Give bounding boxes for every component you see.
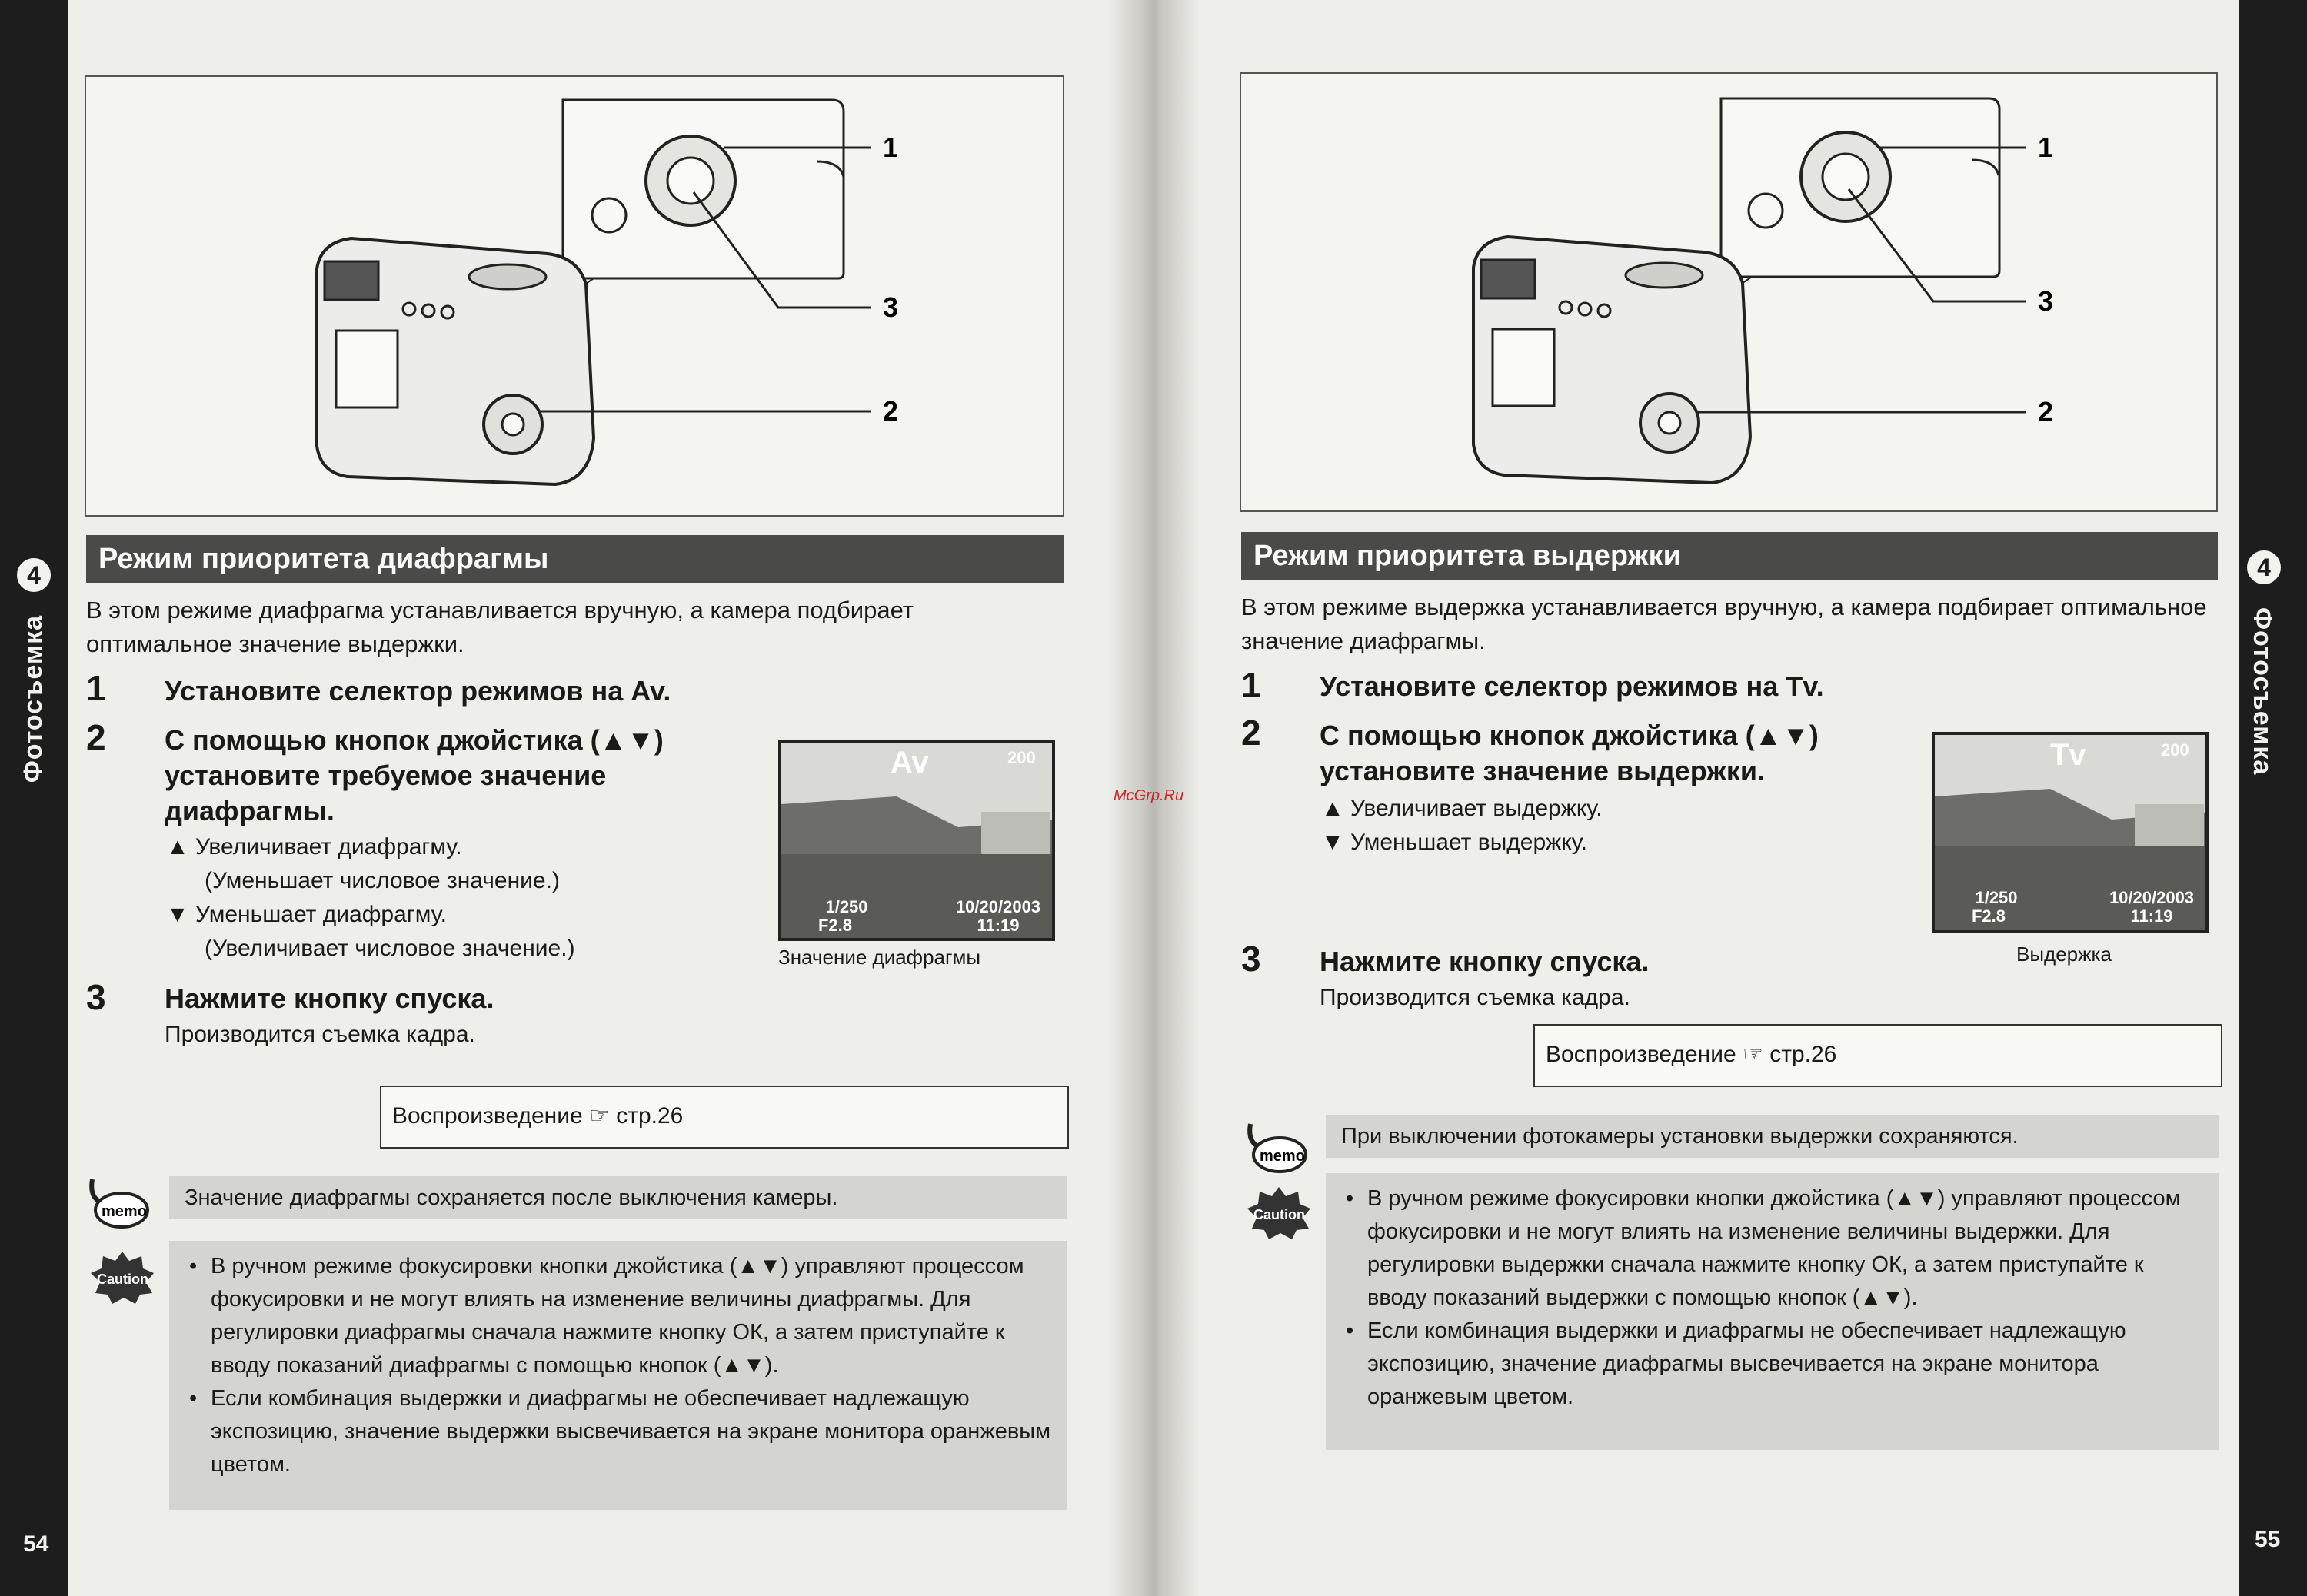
caution-icon <box>89 1250 155 1305</box>
memo-icon <box>86 1175 151 1233</box>
camera-lcd-left <box>336 331 398 407</box>
camera-top-dial-right <box>1626 263 1703 288</box>
lcd-time-left: 11:19 <box>977 916 1020 935</box>
step-1-number-left: 1 <box>86 668 106 708</box>
camera-figure-right <box>1240 72 2218 512</box>
memo-icon-label: memo <box>1260 1148 1305 1165</box>
playback-reference-right: Воспроизведение ☞ стр.26 <box>1533 1024 2222 1087</box>
caution-badge-right <box>1246 1185 1312 1245</box>
memo-badge-right <box>1244 1119 1309 1182</box>
right-chapter-bar <box>2239 0 2307 1596</box>
step-2-number-right: 2 <box>1241 713 1261 753</box>
step-2-up-right: ▲ Увеличивает выдержку. <box>1321 796 1603 821</box>
camera-illustration-right <box>1241 74 2219 514</box>
caution-list-left <box>185 1250 1052 1481</box>
step-2-down-left: ▼ Уменьшает диафрагму. <box>166 902 447 927</box>
caution-item-left-1: • В ручном режиме фокусировки кнопки джойстика (▲▼) управляют процессом фокусировки и не могут влиять на изменение величины диафрагмы. Для регулировки диафрагмы сначала нажмите кнопку ОК, а затем приступайте к вводу показаний диафрагмы с помощью кнопок (▲▼). <box>185 1250 1052 1382</box>
step-3-desc-left: Производится съемка кадра. <box>165 1022 475 1047</box>
memo-icon <box>1244 1119 1309 1178</box>
lcd-count-left: 200 <box>1007 748 1036 767</box>
lcd-date-right: 10/20/2003 <box>2109 888 2195 907</box>
lcd-shutter-right: 1/250 <box>1975 888 2018 907</box>
callout-3-right: 3 <box>2038 285 2054 317</box>
lcd-house-right <box>2135 804 2204 846</box>
caution-badge-left <box>89 1250 155 1309</box>
callout-2-right: 2 <box>2038 396 2054 427</box>
lcd-mode-left: Av <box>891 746 929 780</box>
chapter-title-right: Фотосъемка <box>2248 607 2277 776</box>
lcd-time-right: 11:19 <box>2130 906 2173 926</box>
callout-1-right: 1 <box>2038 131 2054 163</box>
step-2-up-left: ▲ Увеличивает диафрагму. <box>166 834 462 860</box>
step-3-title-right: Нажмите кнопку спуска. <box>1320 946 1650 977</box>
section-title-left: Режим приоритета диафрагмы <box>86 535 1064 583</box>
step-3-number-right: 3 <box>1241 939 1261 979</box>
memo-icon-label: memo <box>102 1203 147 1220</box>
camera-figure-left <box>85 75 1064 517</box>
caution-icon-label: Caution <box>1253 1207 1305 1222</box>
memo-text-left: Значение диафрагмы сохраняется после выключения камеры. <box>169 1176 1067 1219</box>
watermark: McGrp.Ru <box>1114 787 1184 804</box>
step-1-number-right: 1 <box>1241 665 1261 705</box>
lcd-aperture-right: F2.8 <box>1971 906 2006 926</box>
memo-text-right: При выключении фотокамеры установки выдержки сохраняются. <box>1326 1115 2219 1158</box>
section-title-right: Режим приоритета выдержки <box>1241 532 2218 580</box>
caution-box-left <box>169 1241 1067 1510</box>
chapter-title-left <box>18 615 48 783</box>
caution-icon-label: Caution <box>97 1272 148 1287</box>
callout-1-left: 1 <box>883 131 899 163</box>
page-number-left: 54 <box>23 1531 49 1557</box>
lcd-shutter-left: 1/250 <box>825 897 868 916</box>
lcd-date-left: 10/20/2003 <box>955 897 1041 916</box>
lcd-preview-left <box>778 740 1055 941</box>
left-chapter-bar <box>0 0 68 1596</box>
caution-item-right-2: • Если комбинация выдержки и диафрагмы не обеспечивает надлежащую экспозицию, значение диафрагмы высвечивается на экране монитора оранжевым цветом. <box>1341 1315 2204 1414</box>
dial-center-right <box>1823 154 1869 200</box>
caution-list-right <box>1341 1182 2204 1414</box>
callout-3-left: 3 <box>883 291 899 323</box>
chapter-title-left-text: Фотосъемка <box>18 615 48 783</box>
camera-illustration-left <box>86 77 1066 518</box>
caution-item-left-2: • Если комбинация выдержки и диафрагмы не обеспечивает надлежащую экспозицию, значение выдержки высвечивается на экране монитора оранжевым цветом. <box>185 1382 1052 1481</box>
step-1-title-left: Установите селектор режимов на Av. <box>165 675 671 707</box>
step-2-title-right: С помощью кнопок джойстика (▲▼) установите значение выдержки. <box>1320 720 1819 786</box>
lcd-preview-right <box>1932 732 2209 933</box>
camera-viewfinder-left <box>325 261 378 300</box>
camera-top-dial-left <box>469 264 546 289</box>
intro-left: В этом режиме диафрагма устанавливается вручную, а камера подбирает оптимальное значение выдержки. <box>86 597 914 657</box>
step-2-down-note-left: (Увеличивает числовое значение.) <box>205 936 575 961</box>
camera-lcd-right <box>1493 329 1554 406</box>
lcd-aperture-left: F2.8 <box>817 916 853 935</box>
step-3-title-left: Нажмите кнопку спуска. <box>165 983 494 1014</box>
step-2-up-note-left: (Уменьшает числовое значение.) <box>205 868 560 893</box>
joystick-center-left <box>502 414 524 435</box>
step-2-title-left: С помощью кнопок джойстика (▲▼) установите требуемое значение диафрагмы. <box>165 724 664 826</box>
page-number-right: 55 <box>2255 1527 2281 1552</box>
step-3-desc-right: Производится съемка кадра. <box>1320 985 1630 1010</box>
lcd-caption-right: Выдержка <box>2016 943 2112 966</box>
lcd-count-right: 200 <box>2161 740 2189 760</box>
lcd-caption-left: Значение диафрагмы <box>778 946 981 969</box>
intro-right: В этом режиме выдержка устанавливается вручную, а камера подбирает оптимальное значение диафрагмы. <box>1241 594 2207 654</box>
chapter-number-right: 4 <box>2244 547 2284 587</box>
playback-reference-left: Воспроизведение ☞ стр.26 <box>380 1086 1069 1149</box>
camera-viewfinder-right <box>1481 260 1535 298</box>
step-2-down-right: ▼ Уменьшает выдержку. <box>1321 830 1587 855</box>
caution-icon <box>1246 1185 1312 1241</box>
step-3-number-left: 3 <box>86 977 106 1017</box>
dial-center-left <box>667 158 714 204</box>
lcd-mode-right: Tv <box>2050 738 2086 772</box>
joystick-center-right <box>1659 412 1680 434</box>
memo-badge-left <box>86 1175 151 1237</box>
chapter-number-left: 4 <box>14 555 54 595</box>
lcd-house-left <box>981 812 1050 854</box>
caution-box-right <box>1326 1173 2219 1450</box>
callout-2-left: 2 <box>883 395 899 427</box>
caution-item-right-1: • В ручном режиме фокусировки кнопки джойстика (▲▼) управляют процессом фокусировки и не могут влиять на изменение величины выдержки. Для регулировки выдержки сначала нажмите кнопку ОК, а затем приступайте к вводу показаний выдержки с помощью кнопок (▲▼). <box>1341 1182 2204 1315</box>
step-2-number-left: 2 <box>86 717 106 757</box>
step-1-title-right: Установите селектор режимов на Tv. <box>1320 670 1824 702</box>
